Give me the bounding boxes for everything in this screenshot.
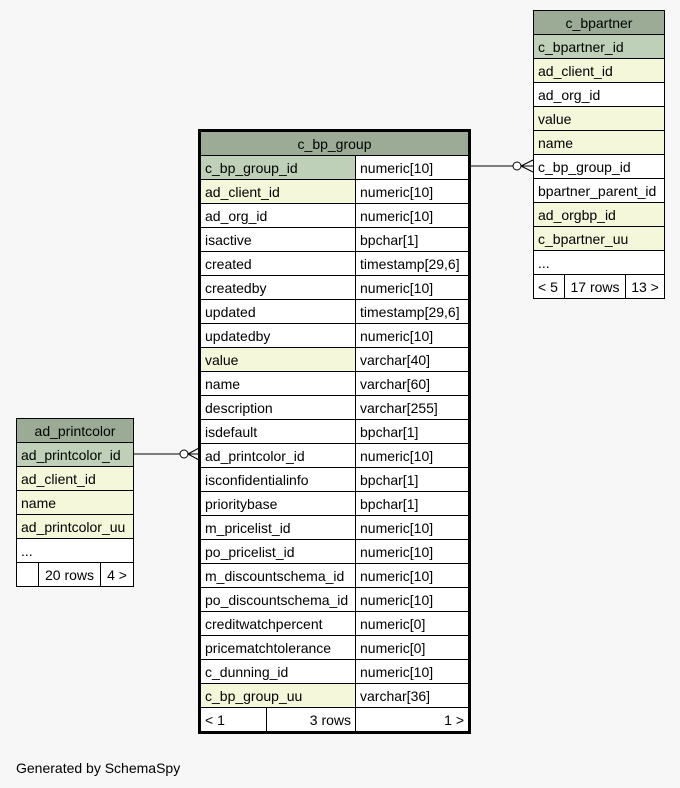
table-row[interactable] bbox=[200, 588, 470, 612]
column-name[interactable]: value bbox=[200, 348, 356, 372]
column-name[interactable]: c_bp_group_id bbox=[534, 155, 665, 179]
column-type: numeric[0] bbox=[356, 612, 470, 636]
table-row[interactable] bbox=[200, 444, 470, 468]
column-type: timestamp[29,6] bbox=[356, 300, 470, 324]
column-type: numeric[10] bbox=[356, 444, 470, 468]
table-row[interactable] bbox=[200, 228, 470, 252]
column-name[interactable]: created bbox=[200, 252, 356, 276]
table-row[interactable] bbox=[17, 491, 134, 515]
table-row[interactable] bbox=[200, 252, 470, 276]
column-type: numeric[0] bbox=[356, 636, 470, 660]
column-name[interactable]: name bbox=[200, 372, 356, 396]
table-row[interactable] bbox=[200, 684, 470, 708]
column-name[interactable]: c_bp_group_uu bbox=[200, 684, 356, 708]
table-footer bbox=[200, 708, 470, 733]
column-type: bpchar[1] bbox=[356, 468, 470, 492]
table-row[interactable] bbox=[200, 516, 470, 540]
table-row[interactable] bbox=[200, 564, 470, 588]
column-type: numeric[10] bbox=[356, 516, 470, 540]
column-name[interactable]: c_bp_group_id bbox=[200, 156, 356, 180]
table-row[interactable] bbox=[200, 156, 470, 180]
table-row[interactable] bbox=[200, 660, 470, 684]
column-name[interactable]: createdby bbox=[200, 276, 356, 300]
table-row[interactable] bbox=[200, 372, 470, 396]
parents-link[interactable] bbox=[17, 563, 39, 587]
children-link[interactable]: 1 > bbox=[356, 708, 470, 733]
column-name[interactable]: m_discountschema_id bbox=[200, 564, 356, 588]
table-row[interactable] bbox=[534, 155, 665, 179]
column-name[interactable]: po_pricelist_id bbox=[200, 540, 356, 564]
column-name[interactable]: ... bbox=[17, 539, 134, 563]
table-row[interactable] bbox=[200, 396, 470, 420]
table-row[interactable] bbox=[534, 251, 665, 275]
column-name[interactable]: creditwatchpercent bbox=[200, 612, 356, 636]
table-row[interactable] bbox=[200, 180, 470, 204]
table-row[interactable] bbox=[534, 83, 665, 107]
column-name[interactable]: updated bbox=[200, 300, 356, 324]
generated-by-text: Generated by SchemaSpy bbox=[16, 760, 181, 776]
table-row[interactable] bbox=[534, 131, 665, 155]
table-footer bbox=[17, 563, 134, 587]
column-name[interactable]: bpartner_parent_id bbox=[534, 179, 665, 203]
row-count: 3 rows bbox=[267, 708, 356, 733]
zero-many-circle-bpartner bbox=[513, 162, 521, 170]
table-title[interactable]: c_bpartner bbox=[534, 11, 665, 35]
table-row[interactable] bbox=[200, 276, 470, 300]
column-name[interactable]: pricematchtolerance bbox=[200, 636, 356, 660]
table-title[interactable]: ad_printcolor bbox=[17, 419, 134, 443]
column-name[interactable]: isactive bbox=[200, 228, 356, 252]
table-title[interactable]: c_bp_group bbox=[200, 131, 470, 156]
column-name[interactable]: ad_client_id bbox=[17, 467, 134, 491]
column-name[interactable]: m_pricelist_id bbox=[200, 516, 356, 540]
column-name[interactable]: ad_printcolor_id bbox=[200, 444, 356, 468]
crowfoot-bpartner bbox=[521, 160, 533, 172]
zero-many-circle-printcolor bbox=[180, 450, 188, 458]
column-name[interactable]: c_bpartner_uu bbox=[534, 227, 665, 251]
table-footer bbox=[534, 275, 665, 299]
children-link[interactable]: 13 > bbox=[626, 275, 665, 299]
column-name[interactable]: ad_org_id bbox=[534, 83, 665, 107]
table-row[interactable] bbox=[200, 420, 470, 444]
column-name[interactable]: ad_client_id bbox=[534, 59, 665, 83]
parents-link[interactable]: < 1 bbox=[200, 708, 267, 733]
children-link[interactable]: 4 > bbox=[101, 563, 134, 587]
table-row[interactable] bbox=[17, 539, 134, 563]
column-name[interactable]: ad_client_id bbox=[200, 180, 356, 204]
column-type: numeric[10] bbox=[356, 324, 470, 348]
column-type: varchar[36] bbox=[356, 684, 470, 708]
column-type: bpchar[1] bbox=[356, 228, 470, 252]
column-type: bpchar[1] bbox=[356, 420, 470, 444]
table-row[interactable] bbox=[534, 179, 665, 203]
column-name[interactable]: ad_orgbp_id bbox=[534, 203, 665, 227]
column-name[interactable]: isconfidentialinfo bbox=[200, 468, 356, 492]
table-row[interactable] bbox=[200, 324, 470, 348]
column-type: numeric[10] bbox=[356, 564, 470, 588]
table-row[interactable] bbox=[200, 612, 470, 636]
column-name[interactable]: name bbox=[534, 131, 665, 155]
table-row[interactable] bbox=[534, 35, 665, 59]
table-row[interactable] bbox=[200, 540, 470, 564]
column-type: timestamp[29,6] bbox=[356, 252, 470, 276]
table-row[interactable] bbox=[200, 300, 470, 324]
column-type: numeric[10] bbox=[356, 660, 470, 684]
table-row[interactable] bbox=[200, 636, 470, 660]
row-count: 20 rows bbox=[39, 563, 101, 587]
column-type: numeric[10] bbox=[356, 156, 470, 180]
column-name[interactable]: description bbox=[200, 396, 356, 420]
table-row[interactable] bbox=[17, 467, 134, 491]
column-name[interactable]: ... bbox=[534, 251, 665, 275]
column-name[interactable]: ad_org_id bbox=[200, 204, 356, 228]
column-name[interactable]: po_discountschema_id bbox=[200, 588, 356, 612]
column-name[interactable]: isdefault bbox=[200, 420, 356, 444]
column-type: numeric[10] bbox=[356, 276, 470, 300]
table-ad-printcolor[interactable] bbox=[16, 418, 134, 587]
table-row[interactable] bbox=[200, 204, 470, 228]
table-row[interactable] bbox=[534, 59, 665, 83]
column-name[interactable]: c_dunning_id bbox=[200, 660, 356, 684]
column-name[interactable]: value bbox=[534, 107, 665, 131]
column-type: numeric[10] bbox=[356, 180, 470, 204]
table-row[interactable] bbox=[17, 443, 134, 467]
table-row[interactable] bbox=[200, 348, 470, 372]
table-row[interactable] bbox=[534, 227, 665, 251]
column-type: numeric[10] bbox=[356, 540, 470, 564]
table-row[interactable] bbox=[200, 468, 470, 492]
table-c-bpartner[interactable] bbox=[533, 10, 665, 299]
table-row[interactable] bbox=[534, 107, 665, 131]
table-c-bp-group[interactable] bbox=[198, 129, 471, 734]
table-row[interactable] bbox=[534, 203, 665, 227]
column-type: bpchar[1] bbox=[356, 492, 470, 516]
table-row[interactable] bbox=[17, 515, 134, 539]
column-name[interactable]: prioritybase bbox=[200, 492, 356, 516]
column-name[interactable]: ad_printcolor_id bbox=[17, 443, 134, 467]
column-name[interactable]: ad_printcolor_uu bbox=[17, 515, 134, 539]
row-count: 17 rows bbox=[565, 275, 626, 299]
column-name[interactable]: c_bpartner_id bbox=[534, 35, 665, 59]
column-name[interactable]: updatedby bbox=[200, 324, 356, 348]
column-type: varchar[40] bbox=[356, 348, 470, 372]
column-type: varchar[255] bbox=[356, 396, 470, 420]
parents-link[interactable]: < 5 bbox=[534, 275, 565, 299]
column-type: varchar[60] bbox=[356, 372, 470, 396]
column-type: numeric[10] bbox=[356, 588, 470, 612]
table-row[interactable] bbox=[200, 492, 470, 516]
column-type: numeric[10] bbox=[356, 204, 470, 228]
column-name[interactable]: name bbox=[17, 491, 134, 515]
